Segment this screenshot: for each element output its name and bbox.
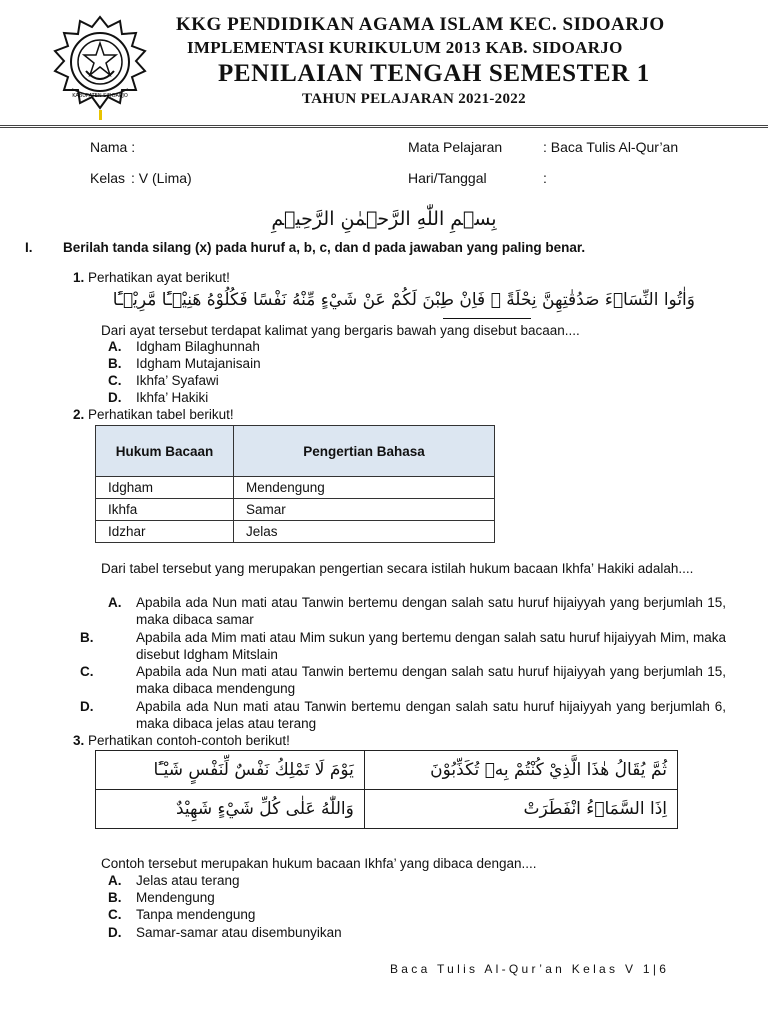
question-1-number: 1. — [73, 270, 85, 285]
logo-text: KABUPATEN SIDOARJO — [72, 93, 128, 99]
q3-option-c[interactable] — [108, 907, 255, 922]
option-text: Apabila ada Nun mati atau Tanwin bertemu dengan salah satu huruf hijaiyyah yang berjumlah 15, maka dibaca samar — [136, 595, 726, 627]
table-cell: يَوْمَ لَا تَمْلِكُ نَفْسٌ لِّنَفْسٍ شَيْـًٔا — [96, 751, 365, 790]
table-cell: Samar — [234, 499, 495, 521]
option-label: C. — [108, 907, 122, 922]
table-row — [96, 751, 678, 790]
basmalah: بِسۡمِ اللّٰهِ الرَّحۡمٰنِ الرَّحِيۡمِ — [271, 208, 497, 230]
option-text: Jelas atau terang — [136, 873, 240, 888]
option-label: A. — [108, 873, 122, 888]
q3-option-d[interactable] — [108, 925, 342, 940]
table-cell: ثُمَّ يُقَالُ هٰذَا الَّذِيْ كُنْتُمْ بِهٖ تُكَذِّبُوْنَ — [364, 751, 677, 790]
instruction — [25, 240, 585, 255]
option-label: D. — [80, 699, 94, 714]
ayah-underline — [443, 318, 531, 319]
option-label: D. — [108, 925, 122, 940]
table-row — [96, 477, 495, 499]
q1-option-b[interactable] — [108, 356, 261, 371]
question-1-prompt — [73, 270, 230, 285]
question-2-number: 2. — [73, 407, 85, 422]
option-label: C. — [108, 373, 122, 388]
question-2-prompt — [73, 407, 234, 422]
option-text: Ikhfa’ Syafawi — [136, 373, 219, 388]
table-cell: Mendengung — [234, 477, 495, 499]
school-year: TAHUN PELAJARAN 2021-2022 — [302, 91, 526, 107]
q2-option-c[interactable] — [80, 663, 726, 697]
hari-label: Hari/Tanggal — [408, 170, 487, 186]
option-text: Ikhfa’ Hakiki — [136, 390, 209, 405]
instruction-text: Berilah tanda silang (x) pada huruf a, b, c, dan d pada jawaban yang paling benar. — [63, 240, 586, 255]
logo-marker — [99, 110, 102, 120]
ayah-examples-table — [95, 750, 678, 829]
logo-emblem-icon — [50, 13, 150, 113]
q1-option-d[interactable] — [108, 390, 208, 405]
q1-option-c[interactable] — [108, 373, 219, 388]
q2-option-a[interactable] — [108, 594, 726, 628]
header-divider-2 — [0, 127, 768, 128]
question-3-text: Perhatikan contoh-contoh berikut! — [88, 733, 290, 748]
table-header-cell: Pengertian Bahasa — [234, 426, 495, 477]
question-3-prompt — [73, 733, 290, 748]
option-label: A. — [108, 595, 122, 610]
table-cell: Idzhar — [96, 521, 234, 543]
table-row — [96, 499, 495, 521]
instruction-number: I. — [25, 240, 33, 255]
table-header-cell: Hukum Bacaan — [96, 426, 234, 477]
q1-option-a[interactable] — [108, 339, 260, 354]
question-3-question: Contoh tersebut merupakan hukum bacaan Ikhfa’ yang dibaca dengan.... — [101, 856, 537, 871]
q3-option-a[interactable] — [108, 873, 240, 888]
option-label: B. — [108, 356, 122, 371]
option-label: A. — [108, 339, 122, 354]
page-footer: Baca Tulis Al-Qur’an Kelas V 1|6 — [390, 962, 670, 976]
table-header-row — [96, 426, 495, 477]
option-label: B. — [80, 630, 94, 645]
question-1-ayah: وَاٰتُوا النِّسَاۤءَ صَدُقٰتِهِنَّ نِحْلَةً ۗ فَاِنْ طِبْنَ لَكُمْ عَنْ شَيْءٍ مِّنْهُ نَفْسًا فَكُلُوْهُ هَنِيْۤـًٔا مَّرِيْۤـًٔا — [112, 290, 695, 310]
question-1-text: Perhatikan ayat berikut! — [88, 270, 230, 285]
option-text: Tanpa mendengung — [136, 907, 256, 922]
question-1-question: Dari ayat tersebut terdapat kalimat yang bergaris bawah yang disebut bacaan.... — [101, 323, 580, 338]
table-cell: Idgham — [96, 477, 234, 499]
question-2-text: Perhatikan tabel berikut! — [88, 407, 234, 422]
option-label: B. — [108, 890, 122, 905]
q2-option-b[interactable] — [80, 629, 726, 663]
option-text: Apabila ada Mim mati atau Mim sukun yang bertemu dengan salah satu huruf hijaiyyah Mim, maka disebut Idgham Mitslain — [136, 630, 726, 662]
kelas-label: Kelas — [90, 170, 126, 186]
nama-label: Nama : — [90, 139, 136, 155]
table-cell: اِذَا السَّمَاۤءُ انْفَطَرَتْ — [364, 790, 677, 829]
q2-option-d[interactable] — [80, 698, 726, 732]
hukum-bacaan-table — [95, 425, 495, 543]
table-row — [96, 521, 495, 543]
mapel-label: Mata Pelajaran — [408, 139, 503, 155]
q3-option-b[interactable] — [108, 890, 215, 905]
page-title: PENILAIAN TENGAH SEMESTER 1 — [218, 60, 650, 87]
table-cell: Jelas — [234, 521, 495, 543]
option-text: Idgham Bilaghunnah — [136, 339, 260, 354]
question-3-number: 3. — [73, 733, 85, 748]
option-text: Mendengung — [136, 890, 215, 905]
table-row — [96, 790, 678, 829]
table-cell: Ikhfa — [96, 499, 234, 521]
option-text: Apabila ada Nun mati atau Tanwin bertemu dengan salah satu huruf hijaiyyah yang berjumlah 6, maka dibaca jelas atau terang — [136, 699, 726, 731]
option-label: C. — [80, 664, 94, 679]
mapel-value: : Baca Tulis Al-Qur’an — [543, 139, 679, 155]
option-text: Apabila ada Nun mati atau Tanwin bertemu dengan salah satu huruf hijaiyyah yang berjumlah 15, maka dibaca mendengung — [136, 664, 726, 696]
header-divider — [0, 125, 768, 126]
option-text: Idgham Mutajanisain — [136, 356, 261, 371]
table-cell: وَاللّٰهُ عَلٰى كُلِّ شَيْءٍ شَهِيْدٌ — [96, 790, 365, 829]
option-text: Samar-samar atau disembunyikan — [136, 925, 342, 940]
option-label: D. — [108, 390, 122, 405]
header-line2: IMPLEMENTASI KURIKULUM 2013 KAB. SIDOARJO — [187, 38, 623, 57]
question-2-question: Dari tabel tersebut yang merupakan pengertian secara istilah hukum bacaan Ikhfa’ Hakiki adalah.... — [101, 561, 694, 576]
kelas-value: : V (Lima) — [131, 170, 192, 186]
hari-value: : — [543, 170, 547, 186]
regency-logo — [50, 13, 150, 113]
header-line1: KKG PENDIDIKAN AGAMA ISLAM KEC. SIDOARJO — [176, 14, 665, 35]
